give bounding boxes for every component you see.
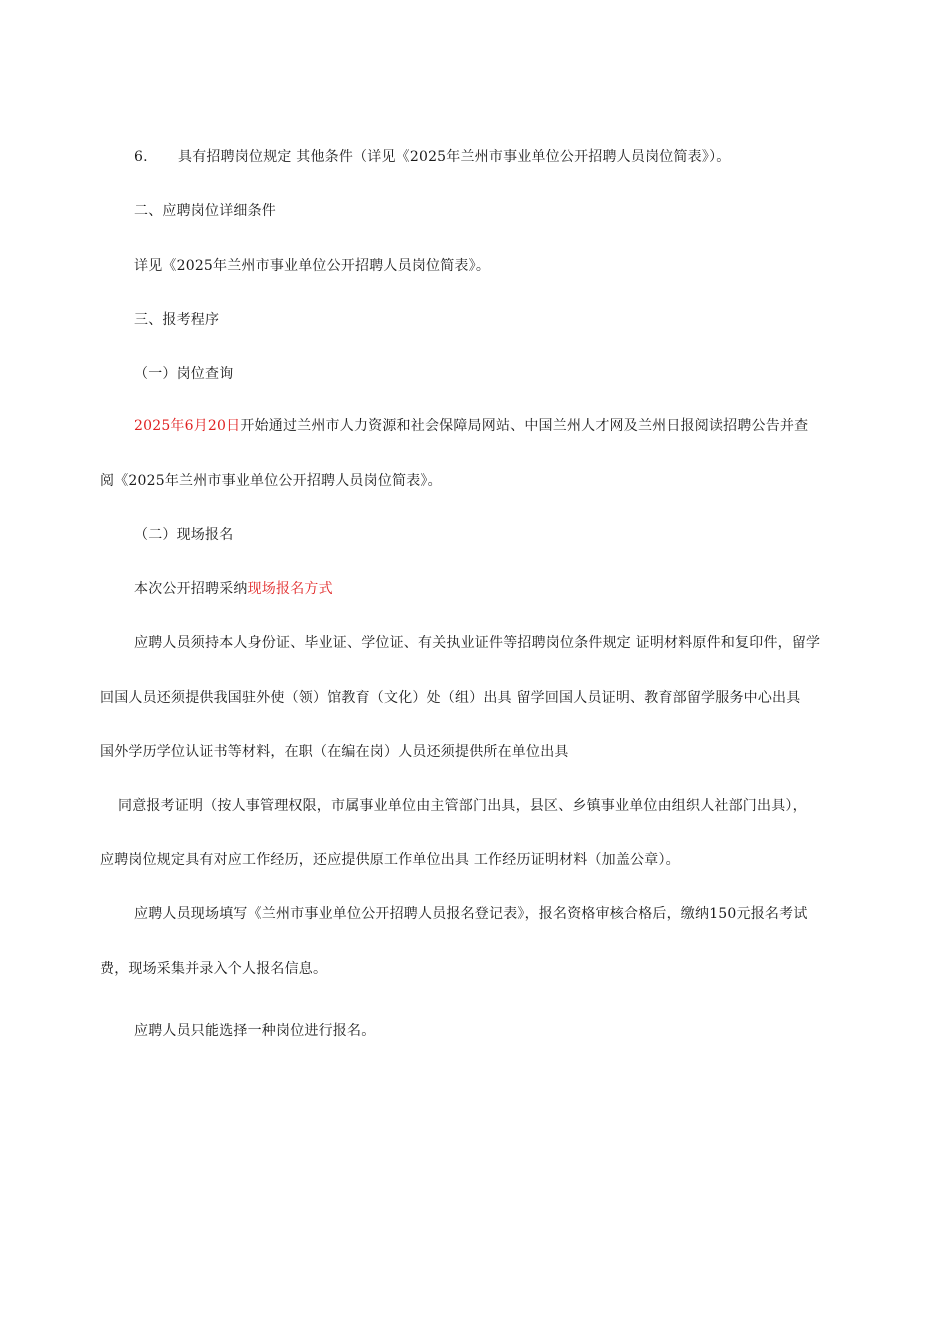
subsection-1-line-2: 阅《2025年兰州市事业单位公开招聘人员岗位简表》。 <box>100 473 442 489</box>
fee-line-2: 费，现场采集并录入个人报名信息。 <box>100 961 328 977</box>
single-position-note: 应聘人员只能选择一种岗位进行报名。 <box>134 1023 376 1039</box>
item-6 <box>134 147 730 167</box>
start-date-highlight: 2025年6月20日 <box>134 418 241 434</box>
registration-method-highlight: 现场报名方式 <box>247 581 333 597</box>
subsection-1-line-1 <box>134 416 808 436</box>
item-6-text: 具有招聘岗位规定 其他条件（详见《2025年兰州市事业单位公开招聘人员岗位简表》）。 <box>178 149 731 165</box>
documents-line-5: 应聘岗位规定具有对应工作经历，还应提供原工作单位出具 工作经历证明材料（加盖公章）。 <box>100 852 680 868</box>
documents-line-4: 同意报考证明（按人事管理权限，市属事业单位由主管部门出具，县区、乡镇事业单位由组织人社部门出具）， <box>118 798 807 814</box>
registration-method-prefix: 本次公开招聘采纳 <box>134 581 248 597</box>
documents-line-3: 国外学历学位认证书等材料，在职（在编在岗）人员还须提供所在单位出具 <box>100 744 569 760</box>
registration-method <box>134 579 333 599</box>
subsection-2-heading: （二）现场报名 <box>134 527 234 543</box>
item-6-number: 6. <box>134 149 148 165</box>
documents-line-1: 应聘人员须持本人身份证、毕业证、学位证、有关执业证件等招聘岗位条件规定 证明材料原件和复印件，留学 <box>134 635 821 651</box>
subsection-1-line-1-rest: 开始通过兰州市人力资源和社会保障局网站、中国兰州人才网及兰州日报阅读招聘公告并查 <box>240 418 809 434</box>
section-3-heading: 三、报考程序 <box>134 312 220 328</box>
section-2-body: 详见《2025年兰州市事业单位公开招聘人员岗位简表》。 <box>134 258 491 274</box>
documents-line-2: 回国人员还须提供我国驻外使（领）馆教育（文化）处（组）出具 留学回国人员证明、教育部留学服务中心出具 <box>100 690 801 706</box>
fee-line-1: 应聘人员现场填写《兰州市事业单位公开招聘人员报名登记表》，报名资格审核合格后，缴纳150元报名考试 <box>134 906 808 922</box>
section-2-heading: 二、应聘岗位详细条件 <box>134 203 276 219</box>
subsection-1-heading: （一）岗位查询 <box>134 366 234 382</box>
